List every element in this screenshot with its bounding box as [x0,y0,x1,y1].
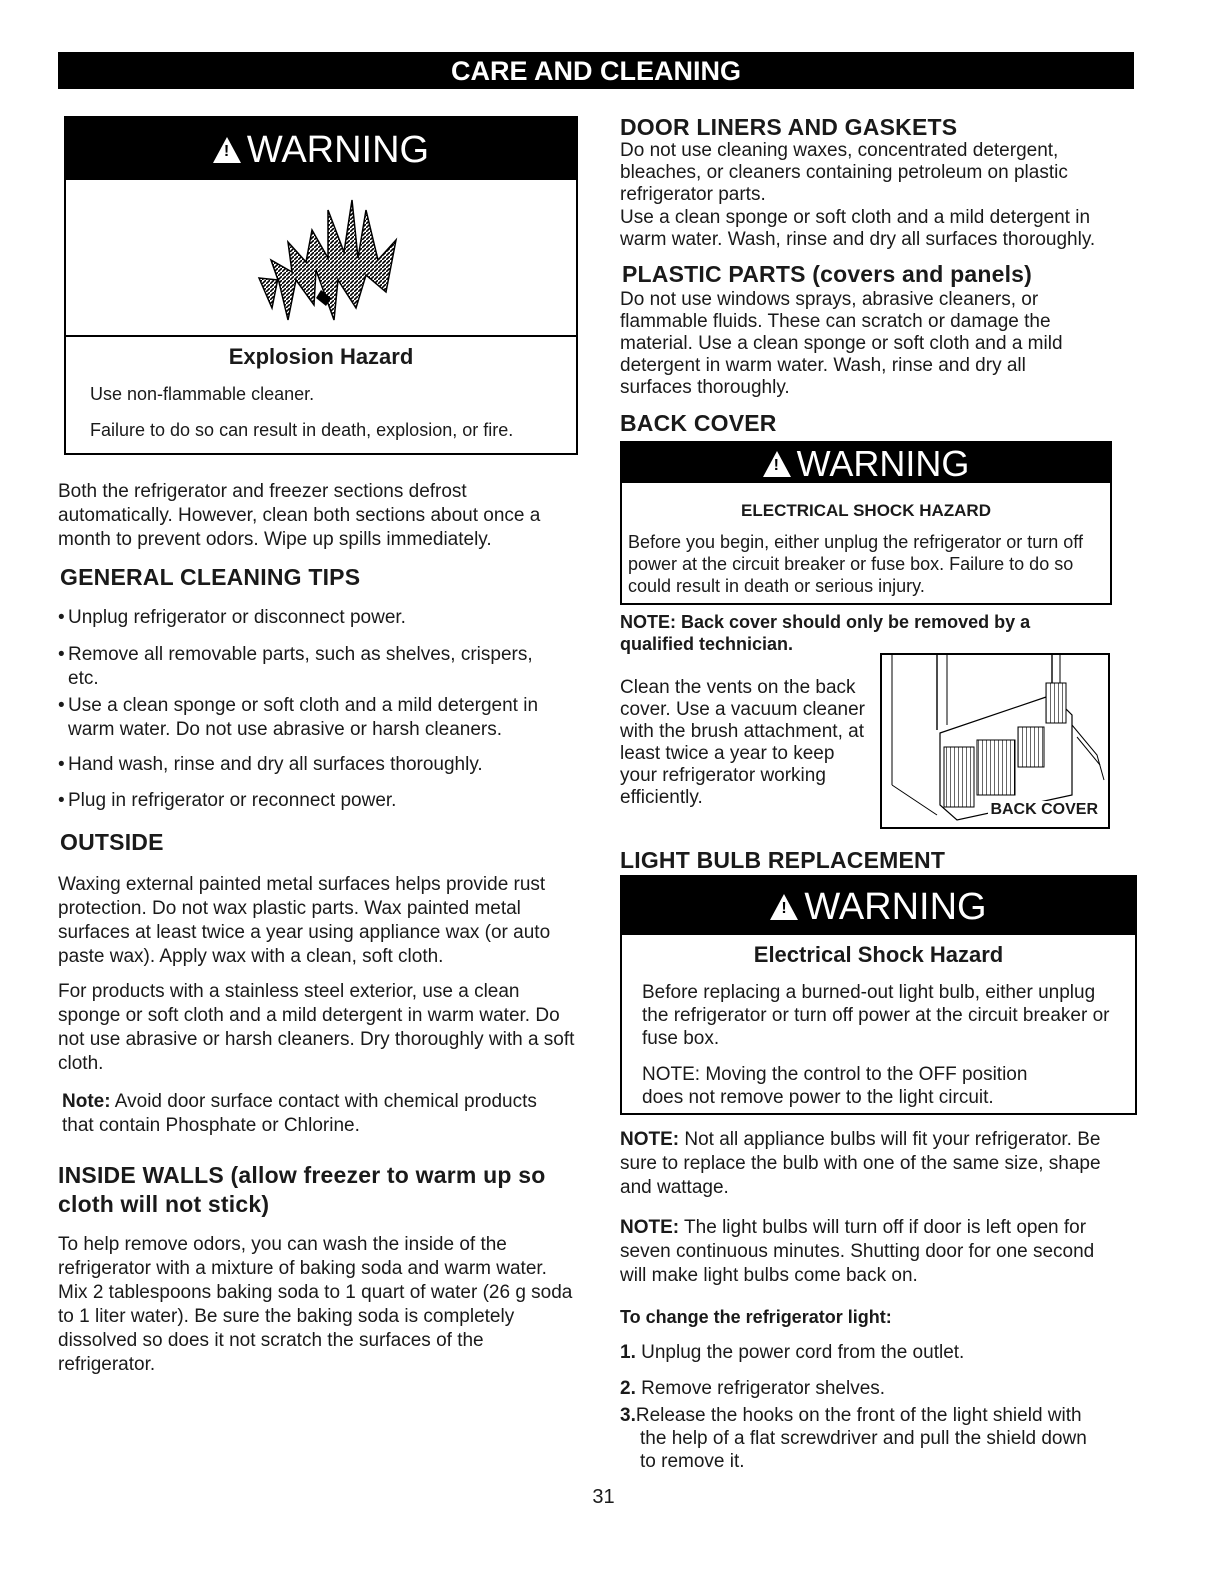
plastic-parts-paragraph: Do not use windows sprays, abrasive cleaners, or flammable fluids. These can scratch or damage the material. Use a clean sponge or soft cloth and a mild detergent in warm water. Wash, rinse and dry all surfaces thoroughly. [620,289,1063,398]
explosion-icon-area [66,180,576,337]
light-note-1: NOTE: Not all appliance bulbs will fit your refrigerator. Be sure to replace the bulb with one of the same size, shape and wattage. [620,1129,1101,1198]
explosion-icon [66,180,576,335]
section-banner: CARE AND CLEANING [58,52,1134,89]
light-bulb-warning-box [620,875,1137,1115]
general-cleaning-heading: GENERAL CLEANING TIPS [60,564,361,590]
back-cover-note: NOTE: Back cover should only be removed by a qualified technician. [620,612,1031,654]
warning-triangle-icon [763,451,791,477]
list-item: • Unplug refrigerator or disconnect power. [58,607,406,628]
list-item: • Hand wash, rinse and dry all surfaces thoroughly. [58,754,483,775]
light-steps-heading: To change the refrigerator light: [620,1307,892,1327]
list-item: • Plug in refrigerator or reconnect power. [58,790,397,811]
back-cover-figure-label: BACK COVER [990,801,1098,818]
inside-walls-heading: INSIDE WALLS (allow freezer to warm up so cloth will not stick) [58,1162,546,1217]
inside-walls-paragraph: To help remove odors, you can wash the inside of the refrigerator with a mixture of baking soda and warm water. Mix 2 tablespoons baking soda to 1 quart of water (26 g soda to 1 liter water). Be sure the baking soda is completely dissolved so does it not scratch the surfaces of the refrigerator. [58,1234,573,1375]
light-note-2: NOTE: The light bulbs will turn off if door is left open for seven continuous minutes. Shutting door for one second will make light bulbs come back on. [620,1217,1095,1286]
outside-note: Note: Avoid door surface contact with chemical products that contain Phosphate or Chlorine. [62,1091,537,1136]
outside-paragraph-1: Waxing external painted metal surfaces helps provide rust protection. Do not wax plastic parts. Wax painted metal surfaces at least twice a year using appliance wax (or auto paste wax). Apply wax with a clean, soft cloth. [58,874,551,967]
warning-triangle-icon [213,137,241,163]
intro-paragraph: Both the refrigerator and freezer sections defrost automatically. However, clean both sections about once a month to prevent odors. Wipe up spills immediately. [58,481,541,550]
electrical-hazard-title: ELECTRICAL SHOCK HAZARD [741,501,991,520]
outside-heading: OUTSIDE [60,829,164,855]
light-hazard-title: Electrical Shock Hazard [753,942,1004,967]
explosion-line1: Use non-flammable cleaner. [90,384,315,404]
light-bulb-heading: LIGHT BULB REPLACEMENT [620,847,946,873]
outside-paragraph-2: For products with a stainless steel exterior, use a clean sponge or soft cloth and a mild detergent in warm water. Do not use abrasive or harsh cleaners. Dry thoroughly with a soft cloth. [58,981,575,1074]
door-liners-paragraph-2: Use a clean sponge or soft cloth and a mild detergent in warm water. Wash, rinse and dry all surfaces thoroughly. [620,207,1096,250]
page-number: 31 [592,1486,615,1508]
warning-header: !WARNING [622,443,1110,483]
electrical-hazard-text: Before you begin, either unplug the refrigerator or turn off power at the circuit breaker or fuse box. Failure to do so could result in death or serious injury. [628,532,1083,596]
warning-triangle-icon [770,894,798,920]
warning-header: !WARNING [622,877,1135,935]
explosion-hazard-title: Explosion Hazard [228,344,414,369]
list-item: 1. Unplug the power cord from the outlet. [620,1342,965,1363]
warning-header: !WARNING [66,118,576,180]
list-item: 3.Release the hooks on the front of the light shield with the help of a flat screwdriver and pull the shield down to remove it. [620,1405,1087,1472]
door-liners-heading: DOOR LINERS AND GASKETS [620,114,958,140]
list-item: 2. Remove refrigerator shelves. [620,1378,886,1399]
list-item: • Use a clean sponge or soft cloth and a mild detergent in warm water. Do not use abrasive or harsh cleaners. [58,695,539,740]
back-cover-paragraph: Clean the vents on the back cover. Use a vacuum cleaner with the brush attachment, at least twice a year to keep your refrigerator working efficiently. [620,677,866,808]
plastic-parts-heading: PLASTIC PARTS (covers and panels) [622,261,1033,287]
explosion-line2: Failure to do so can result in death, explosion, or fire. [90,420,514,440]
door-liners-paragraph-1: Do not use cleaning waxes, concentrated detergent, bleaches, or cleaners containing petroleum on plastic refrigerator parts. [620,140,1068,205]
back-cover-heading: BACK COVER [620,410,777,436]
explosion-warning-box [64,116,578,455]
list-item: • Remove all removable parts, such as shelves, crispers, etc. [58,644,533,689]
light-hazard-paragraph-2: NOTE: Moving the control to the OFF position does not remove power to the light circuit. [642,1064,1028,1108]
back-cover-warning-box [620,441,1112,605]
back-cover-figure [880,653,1110,829]
light-hazard-paragraph-1: Before replacing a burned-out light bulb, either unplug the refrigerator or turn off power at the circuit breaker or fuse box. [642,982,1110,1049]
